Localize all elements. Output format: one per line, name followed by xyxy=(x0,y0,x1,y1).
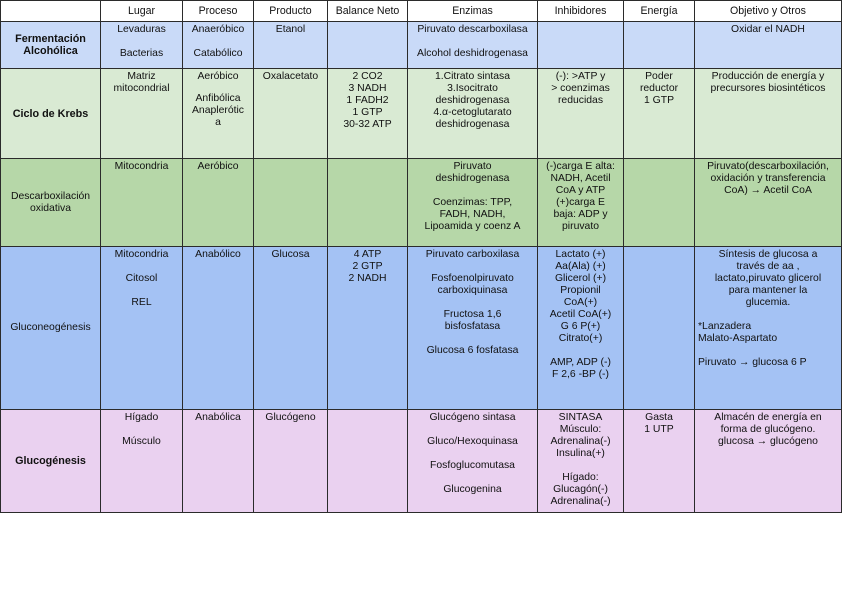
cell-text: oxidación y transferencia xyxy=(710,173,826,184)
cell-text: CoA y ATP xyxy=(555,185,606,196)
row-krebs xyxy=(1,69,842,159)
row-descarboxilacion xyxy=(1,159,842,247)
cell-text: Citosol xyxy=(125,273,158,284)
header-cell-proceso[interactable]: Proceso xyxy=(183,1,254,22)
cell-text: Piruvato → glucosa 6 P xyxy=(698,357,807,368)
cell-text: Gluco/Hexoquinasa xyxy=(427,436,518,447)
cell-balance[interactable] xyxy=(328,159,408,247)
cell-text: (+)carga E xyxy=(556,197,605,208)
cell-text: *Lanzadera xyxy=(698,321,752,332)
cell-text: FADH, NADH, xyxy=(439,209,506,220)
cell-text: Hígado xyxy=(124,412,159,423)
cell-text: Propionil xyxy=(560,285,601,296)
cell-text: 1.Citrato sintasa xyxy=(434,71,511,82)
cell-text: reducidas xyxy=(557,95,604,106)
cell-energia[interactable] xyxy=(624,22,695,69)
header-cell-energia[interactable]: Energía xyxy=(624,1,695,22)
cell-proceso[interactable] xyxy=(183,247,254,410)
cell-text: Etanol xyxy=(275,24,306,35)
cell-text: 3.Isocitrato xyxy=(447,83,498,94)
cell-text: Anabólico xyxy=(195,249,241,260)
cell-energia[interactable] xyxy=(624,159,695,247)
cell-text: Glucógeno sintasa xyxy=(429,412,516,423)
cell-text: Fructosa 1,6 xyxy=(443,309,502,320)
row-fermentacion xyxy=(1,22,842,69)
row-label-text: Glucogénesis xyxy=(15,455,86,467)
cell-inhibidores[interactable] xyxy=(538,410,624,513)
cell-text: Glucosa xyxy=(271,249,310,260)
cell-text: Glucosa 6 fosfatasa xyxy=(426,345,519,356)
cell-objetivo[interactable] xyxy=(695,22,842,69)
cell-text: piruvato xyxy=(562,221,599,232)
cell-producto[interactable] xyxy=(254,410,328,513)
cell-text: Músculo: xyxy=(559,424,602,435)
header-cell-corner[interactable] xyxy=(1,1,101,22)
cell-balance[interactable] xyxy=(328,69,408,159)
cell-energia[interactable] xyxy=(624,247,695,410)
cell-text: SINTASA xyxy=(558,412,603,423)
header-cell-objetivo[interactable]: Objetivo y Otros xyxy=(695,1,842,22)
cell-text: Hígado: xyxy=(562,472,599,483)
header-row xyxy=(1,1,842,22)
cell-lugar[interactable] xyxy=(101,410,183,513)
cell-text: Matriz xyxy=(127,71,156,82)
cell-text: Poder xyxy=(645,71,673,82)
cell-text: Mitocondria xyxy=(114,161,169,172)
cell-text: Anfibólica xyxy=(195,93,241,104)
cell-text: deshidrogenasa xyxy=(435,173,510,184)
row-label-glucogenesis[interactable] xyxy=(1,410,101,513)
cell-text: > coenzimas xyxy=(551,83,610,94)
cell-text: 3 NADH xyxy=(348,83,387,94)
cell-text: AMP, ADP (-) xyxy=(550,357,611,368)
cell-inhibidores[interactable] xyxy=(538,247,624,410)
cell-objetivo[interactable] xyxy=(695,410,842,513)
cell-energia[interactable] xyxy=(624,69,695,159)
cell-text: Oxalacetato xyxy=(262,71,319,82)
row-label-text: Ciclo de Krebs xyxy=(12,107,89,120)
cell-lugar[interactable] xyxy=(101,247,183,410)
cell-text: Fosfoenolpiruvato xyxy=(431,273,514,284)
cell-text: Piruvato carboxilasa xyxy=(425,249,520,260)
cell-text: Adrenalina(-) xyxy=(550,436,611,447)
cell-lugar[interactable] xyxy=(101,69,183,159)
cell-inhibidores[interactable] xyxy=(538,159,624,247)
cell-text: reductor xyxy=(639,83,679,94)
cell-text: Lactato (+) xyxy=(555,249,606,260)
cell-proceso[interactable] xyxy=(183,69,254,159)
cell-text: Adrenalina(-) xyxy=(550,496,611,507)
cell-producto[interactable] xyxy=(254,159,328,247)
cell-text: 2 CO2 xyxy=(352,71,383,82)
cell-text: Fosfoglucomutasa xyxy=(430,460,515,471)
header-cell-inhibidores[interactable]: Inhibidores xyxy=(538,1,624,22)
cell-text: Gasta xyxy=(645,412,673,423)
cell-text: 4.α-cetoglutarato xyxy=(433,107,512,118)
cell-proceso[interactable] xyxy=(183,410,254,513)
row-gluconeogenesis xyxy=(1,247,842,410)
row-label-text: Gluconeogénesis xyxy=(10,322,91,333)
cell-enzimas[interactable] xyxy=(408,159,538,247)
cell-text: Lipoamida y coenz A xyxy=(424,221,521,232)
row-label-krebs[interactable] xyxy=(1,69,101,159)
cell-text: Glucagón(-) xyxy=(553,484,608,495)
cell-text: mitocondrial xyxy=(113,83,170,94)
cell-text: 1 GTP xyxy=(352,107,383,118)
cell-text: para mantener la xyxy=(728,285,808,296)
cell-text: (-)carga E alta: xyxy=(546,161,615,172)
row-label-text: Descarboxilación oxidativa xyxy=(10,190,91,214)
cell-text: Piruvato descarboxilasa xyxy=(417,24,528,35)
cell-producto[interactable] xyxy=(254,69,328,159)
cell-text: glucemia. xyxy=(745,297,791,308)
cell-text: F 2,6 -BP (-) xyxy=(552,369,609,380)
row-label-gluconeogenesis[interactable] xyxy=(1,247,101,410)
cell-text: Almacén de energía en xyxy=(714,412,822,423)
cell-text: carboxiquinasa xyxy=(437,285,508,296)
cell-text: NADH, Acetil xyxy=(550,173,611,184)
cell-text: Aeróbico xyxy=(197,71,239,82)
cell-text: bisfosfatasa xyxy=(444,321,501,332)
cell-proceso[interactable] xyxy=(183,22,254,69)
cell-text: Bacterias xyxy=(119,48,164,59)
cell-proceso[interactable] xyxy=(183,159,254,247)
cell-text: 2 GTP xyxy=(352,261,383,272)
cell-text: Oxidar el NADH xyxy=(731,24,805,35)
cell-balance[interactable] xyxy=(328,22,408,69)
cell-enzimas[interactable] xyxy=(408,410,538,513)
cell-balance[interactable] xyxy=(328,410,408,513)
cell-text: Insulina(+) xyxy=(556,448,605,459)
cell-inhibidores[interactable] xyxy=(538,22,624,69)
row-label-fermentacion[interactable] xyxy=(1,22,101,69)
cell-text: Glucogenina xyxy=(443,484,502,495)
cell-energia[interactable] xyxy=(624,410,695,513)
cell-text: 2 NADH xyxy=(348,273,387,284)
cell-text: CoA(+) xyxy=(563,297,598,308)
cell-text: Músculo xyxy=(122,436,161,447)
cell-lugar[interactable] xyxy=(101,159,183,247)
row-label-text: Fermentación Alcohólica xyxy=(15,33,86,57)
cell-enzimas[interactable] xyxy=(408,22,538,69)
cell-text: deshidrogenasa xyxy=(435,95,510,106)
cell-text: Producción de energía y xyxy=(711,71,825,82)
cell-text: Aeróbico xyxy=(197,161,239,172)
cell-text: baja: ADP y xyxy=(553,209,608,220)
cell-inhibidores[interactable] xyxy=(538,69,624,159)
row-label-descarboxilacion[interactable] xyxy=(1,159,101,247)
cell-objetivo[interactable] xyxy=(695,247,842,410)
cell-text: 1 UTP xyxy=(644,424,674,435)
row-glucogenesis xyxy=(1,410,842,513)
cell-text: Levaduras xyxy=(117,24,166,35)
cell-producto[interactable] xyxy=(254,247,328,410)
cell-text: a xyxy=(215,117,221,128)
cell-text: Glicerol (+) xyxy=(554,273,607,284)
cell-text: través de aa , xyxy=(736,261,800,272)
cell-text: 30-32 ATP xyxy=(343,119,392,130)
cell-text: G 6 P(+) xyxy=(560,321,601,332)
cell-text: glucosa → glucógeno xyxy=(718,436,818,447)
header-cell-lugar[interactable]: Lugar xyxy=(101,1,183,22)
cell-text: Coenzimas: TPP, xyxy=(432,197,513,208)
cell-text: Alcohol deshidrogenasa xyxy=(417,48,528,59)
cell-lugar[interactable] xyxy=(101,22,183,69)
cell-text: REL xyxy=(131,297,152,308)
cell-text: Citrato(+) xyxy=(558,333,603,344)
cell-text: Acetil CoA(+) xyxy=(549,309,612,320)
cell-text: Síntesis de glucosa a xyxy=(718,249,818,260)
cell-balance[interactable] xyxy=(328,247,408,410)
cell-text: CoA) → Acetil CoA xyxy=(724,185,812,196)
cell-text: Anaeróbico xyxy=(191,24,245,35)
cell-text: Glucógeno xyxy=(265,412,316,423)
cell-objetivo[interactable] xyxy=(695,69,842,159)
header-cell-enzimas[interactable]: Enzimas xyxy=(408,1,538,22)
header-cell-producto[interactable]: Producto xyxy=(254,1,328,22)
cell-objetivo[interactable] xyxy=(695,159,842,247)
cell-text: deshidrogenasa xyxy=(435,119,510,130)
cell-text: 1 FADH2 xyxy=(346,95,389,106)
cell-text: Aa(Ala) (+) xyxy=(555,261,606,272)
cell-producto[interactable] xyxy=(254,22,328,69)
cell-text: forma de glucógeno. xyxy=(720,424,816,435)
cell-enzimas[interactable] xyxy=(408,247,538,410)
cell-text: lactato,piruvato glicerol xyxy=(714,273,822,284)
cell-text: Piruvato(descarboxilación, xyxy=(707,161,829,172)
cell-text: (-): >ATP y xyxy=(555,71,606,82)
cell-text: Anaplerótic xyxy=(192,105,244,116)
cell-text: Anabólica xyxy=(195,412,241,423)
cell-text: 4 ATP xyxy=(353,249,382,260)
header-cell-balance[interactable]: Balance Neto xyxy=(328,1,408,22)
cell-text: Catabólico xyxy=(193,48,243,59)
cell-text: precursores biosintéticos xyxy=(710,83,826,94)
cell-text: Piruvato xyxy=(453,161,492,172)
cell-enzimas[interactable] xyxy=(408,69,538,159)
cell-text: Malato-Aspartato xyxy=(698,333,778,344)
cell-text: 1 GTP xyxy=(643,95,675,106)
cell-text: Mitocondria xyxy=(114,249,169,260)
